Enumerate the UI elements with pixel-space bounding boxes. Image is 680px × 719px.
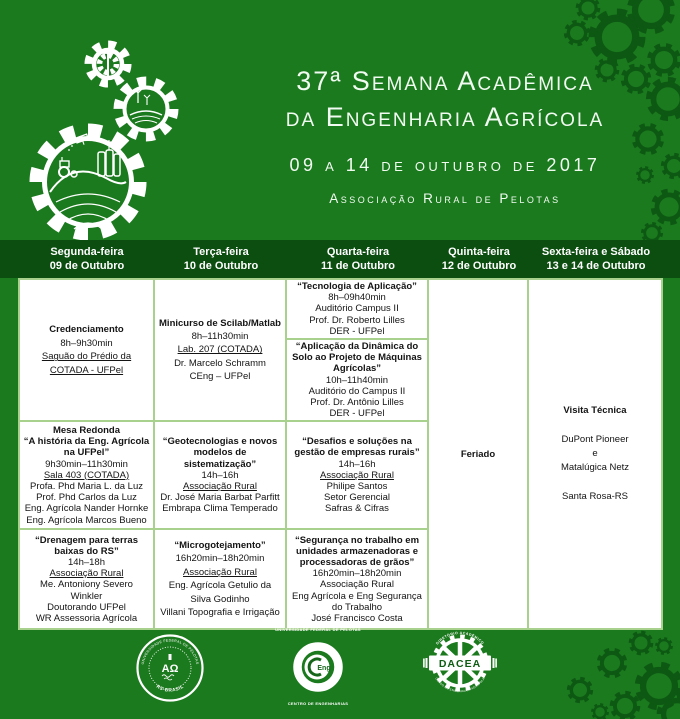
event-line: WR Assessoria Agrícola <box>35 613 138 625</box>
event-line: Embrapa Clima Temperado <box>162 503 278 515</box>
event-line: DER - UFPel <box>329 325 385 337</box>
day-date: 09 de Outubro <box>49 260 125 273</box>
event-line: Minicurso de Scilab/Matlab <box>159 317 281 329</box>
event-line: Eng. Agrícola Marcos Bueno <box>26 514 147 526</box>
ufpel-monogram: AΩ <box>161 663 179 675</box>
day-date: 12 de Outubro <box>441 260 517 273</box>
event-line: Matalúgica Netz <box>560 462 630 474</box>
event-line: 16h20min–18h20min <box>312 568 402 580</box>
day-date: 11 de Outubro <box>321 260 395 273</box>
event-line: 14h–16h <box>338 458 376 470</box>
event-line: Associação Rural <box>320 579 394 591</box>
day-header-monday <box>19 245 155 274</box>
event-cell-dinamica-solo <box>286 339 428 421</box>
event-line: 8h–09h40min <box>328 292 386 304</box>
day-name: Segunda-feira <box>50 246 124 258</box>
event-cell-credenciamento <box>19 279 154 421</box>
ceng-top-text: UNIVERSIDADE FEDERAL DE PELOTAS <box>275 627 361 632</box>
event-date-range: 09 a 14 de outubro de 2017 <box>289 154 601 175</box>
event-line: Eng. Agrícola Getulio da Silva Godinho <box>168 580 272 605</box>
event-line: Lab. 207 (COTADA) <box>177 344 263 356</box>
event-cell-microgotejamento <box>154 529 286 629</box>
event-line: Auditório Campus II <box>315 303 399 315</box>
page-title-line1: 37ª Semana Acadêmica <box>296 66 594 96</box>
dacea-arc-top-text: DIRETÓRIO ACADÊMICO <box>435 630 485 646</box>
event-line: Associação Rural <box>49 568 124 580</box>
event-line: Associação Rural <box>183 566 257 578</box>
event-line: Doutorando UFPel <box>47 601 126 613</box>
event-line: DuPont Pioneer <box>561 433 629 445</box>
event-cell-minicurso-scilab <box>154 279 286 421</box>
event-line: “Segurança no trabalho em unidades armazenadoras e processadoras de grãos” <box>294 534 420 569</box>
event-line: Philipe Santos <box>326 481 388 493</box>
event-line: e <box>592 448 598 460</box>
event-line: 10h–11h40min <box>325 374 389 386</box>
event-line: 14h–16h <box>201 469 239 481</box>
event-line: Associação Rural <box>320 469 394 481</box>
event-cell-tecnologia-aplicacao <box>286 279 428 339</box>
event-line: Eng Agrícola e Eng Segurança do Trabalho <box>292 590 422 613</box>
day-header-tuesday <box>155 245 287 274</box>
dacea-logo-icon <box>419 626 501 700</box>
page-title-line2: da Engenharia Agrícola <box>285 101 605 132</box>
event-line <box>532 476 658 490</box>
event-line: Me. Antoniony Severo Winkler <box>40 579 133 602</box>
event-cell-drenagem <box>19 529 154 629</box>
event-line: 8h–9h30min <box>60 337 113 349</box>
event-line: Sala 403 (COTADA) <box>43 469 130 481</box>
event-line: 8h–11h30min <box>191 330 249 342</box>
event-line: Associação Rural <box>183 481 257 493</box>
day-header-wednesday <box>287 245 429 274</box>
day-date: 13 e 14 de Outubro <box>546 260 646 273</box>
event-line: COTADA - UFPel <box>49 364 124 376</box>
day-name: Quinta-feira <box>448 246 510 258</box>
event-line: “A história da Eng. Agrícola na UFPel” <box>23 436 150 459</box>
event-line: CEng – UFPel <box>189 371 251 383</box>
ufpel-arc-top-text: UNIVERSIDADE FEDERAL DE PELOTAS <box>140 638 200 665</box>
event-cell-desafios-gestao <box>286 421 428 529</box>
event-line: Safras & Cifras <box>325 503 389 515</box>
event-cell-visita-tecnica <box>528 279 662 629</box>
event-line: Santa Rosa-RS <box>561 490 628 502</box>
title-block <box>205 66 680 206</box>
event-line: 14h–18h <box>68 557 105 569</box>
event-line: “Drenagem para terras baixas do RS” <box>35 534 138 557</box>
event-line: Prof. Phd Carlos da Luz <box>36 492 137 504</box>
ufpel-arc-bottom-text: RS-BRASIL <box>155 683 185 693</box>
ceng-name-text: Eng <box>317 665 331 672</box>
day-name: Quarta-feira <box>326 246 390 258</box>
event-line: 9h30min–11h30min <box>45 458 128 470</box>
event-line: “Geotecnologias e novos modelos de sistematização” <box>162 436 278 470</box>
day-header-thursday <box>429 245 529 274</box>
event-line: “Tecnologia de Aplicação” <box>297 281 417 292</box>
farm-gears-emblem-icon <box>20 40 192 252</box>
event-line: Mesa Redonda <box>52 425 121 437</box>
schedule-table <box>18 278 663 630</box>
day-header-weekend <box>529 245 663 274</box>
event-line: Feriado <box>460 448 496 460</box>
event-line: DER - UFPel <box>329 408 385 420</box>
ufpel-seal-icon <box>134 631 206 705</box>
event-line: Prof. Dr. Antônio Lilles <box>310 397 404 409</box>
event-line: Profa. Phd Maria L. da Luz <box>29 481 143 493</box>
event-line: Dr. Marcelo Schramm <box>174 357 266 369</box>
day-header-band <box>0 240 680 278</box>
day-date: 10 de Outubro <box>183 260 259 273</box>
ceng-bottom-text: CENTRO DE ENGENHARIAS <box>287 701 349 706</box>
event-cell-mesa-redonda <box>19 421 154 529</box>
event-cell-feriado <box>428 279 528 629</box>
event-line: Setor Gerencial <box>323 492 390 504</box>
event-line: José Francisco Costa <box>311 613 403 625</box>
dacea-name-text: DACEA <box>438 658 482 670</box>
event-line: Villani Topografia e Irrigação <box>160 607 280 619</box>
ceng-logo-icon <box>273 624 363 710</box>
day-name: Sexta-feira e Sábado <box>541 246 651 258</box>
event-cell-geotecnologias <box>154 421 286 529</box>
gear-icon <box>535 624 680 719</box>
event-line: Visita Técnica <box>563 405 627 417</box>
event-line: Saguão do Prédio da <box>41 351 132 363</box>
event-cell-seguranca-trabalho <box>286 529 428 629</box>
event-venue: Associação Rural de Pelotas <box>329 190 561 206</box>
event-line: Prof. Dr. Roberto Lilles <box>309 314 405 326</box>
event-line: Dr. José Maria Barbat Parfitt <box>160 492 280 504</box>
event-line: Credenciamento <box>49 324 124 336</box>
event-line: “Microgotejamento” <box>174 539 266 551</box>
event-line: 16h20min–18h20min <box>175 553 265 565</box>
dacea-arc-bottom-text: CURSO DE ENGENHARIA AGRÍCOLA <box>434 676 486 694</box>
svg-text:RS-BRASIL <box>156 684 185 693</box>
event-line: Eng. Agrícola Nander Hornke <box>24 503 149 515</box>
event-line: Auditório do Campus II <box>308 385 406 397</box>
event-line: “Desafios e soluções na gestão de empresas rurais” <box>294 436 420 459</box>
day-name: Terça-feira <box>193 246 249 258</box>
event-line: “Aplicação da Dinâmica do Solo ao Projeto de Máquinas Agrícolas” <box>292 341 422 375</box>
event-line <box>532 419 658 433</box>
